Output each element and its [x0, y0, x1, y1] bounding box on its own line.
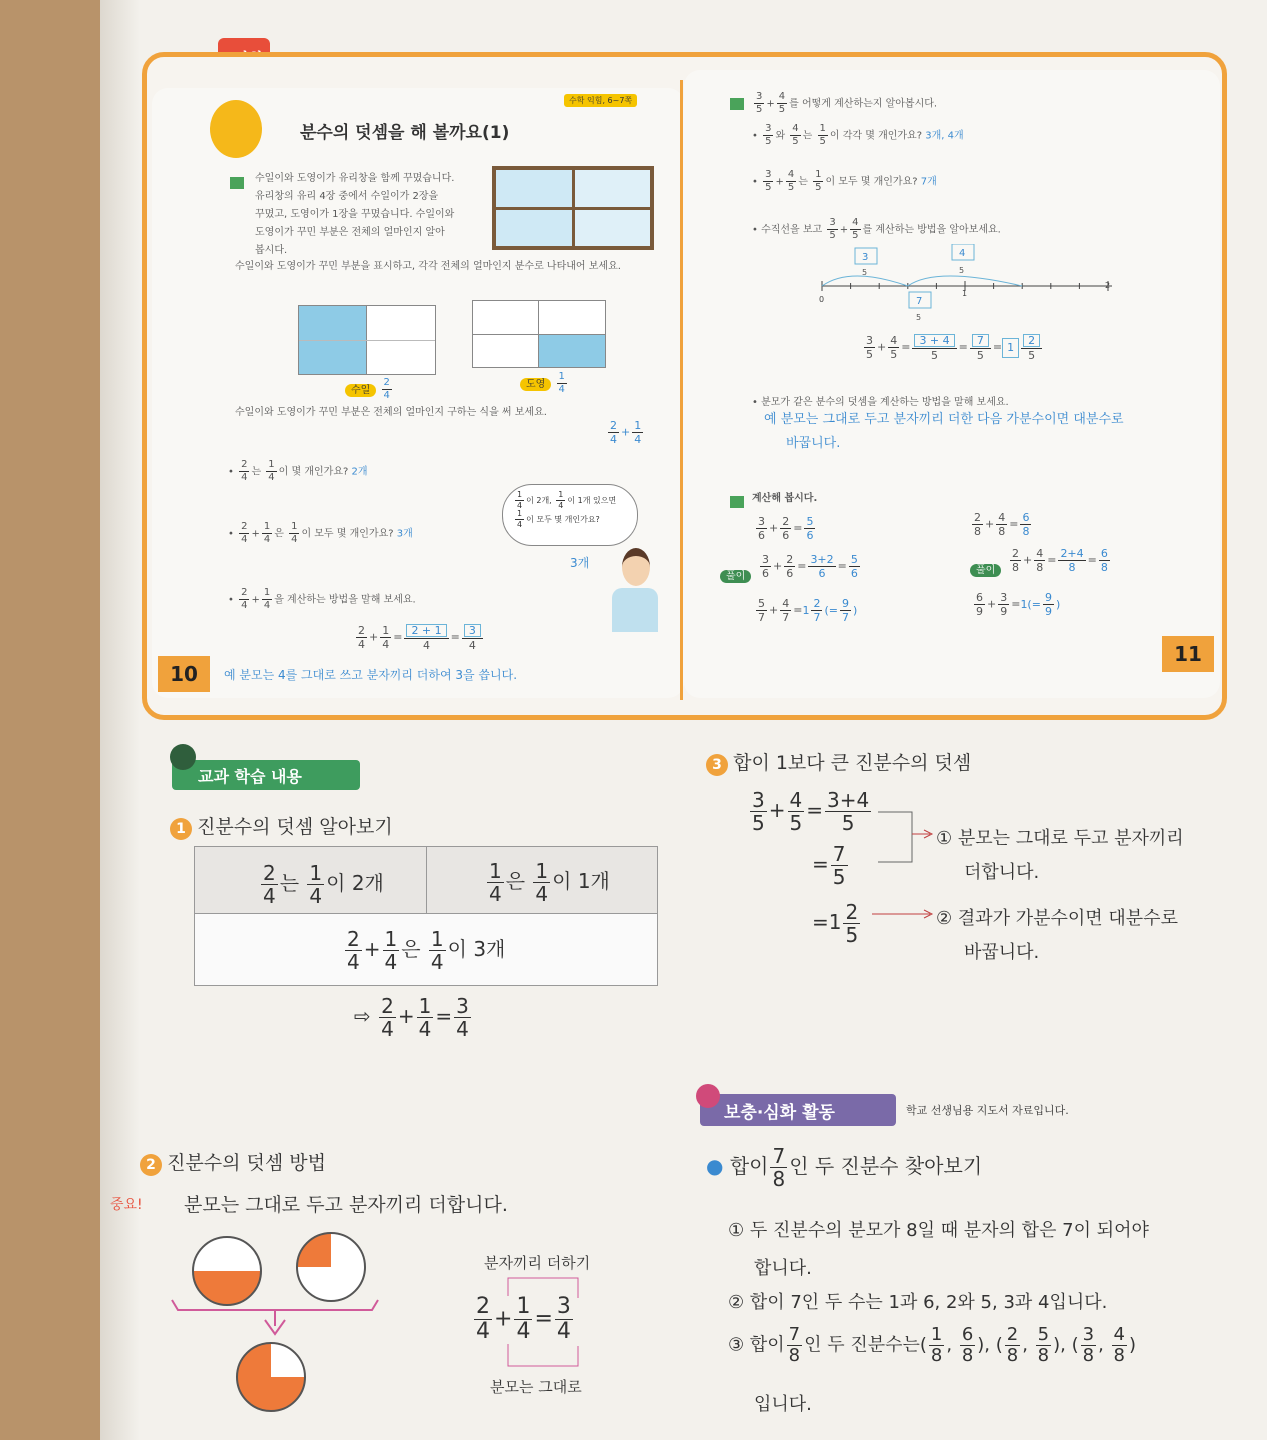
calc-2: $\frac{5}{7}$ + $\frac{4}{7}$ =1 $\frac{2}{7}$ (= $\frac{9}{7}$ ) [758, 597, 858, 624]
question-5: • $\frac{2}{4}$ + $\frac{1}{4}$ 을 계산하는 방법을 말해 보세요. [228, 587, 416, 611]
answer-2: $\frac{2}{4}$ + $\frac{1}{4}$ [610, 419, 642, 446]
window-photo [492, 166, 654, 250]
section-badge-study: 교과 학습 내용 [172, 760, 360, 790]
character-icon [696, 1084, 720, 1108]
combine-bracket [168, 1296, 382, 1340]
right-b3: • 수직선을 보고 $\frac{3}{5}$ + $\frac{4}{5}$ 를 계산하는 방법을 알아보세요. [752, 217, 1001, 241]
right-equation: $\frac{3}{5}$ + $\frac{4}{5}$ = $\frac{3 + 4}{5}$ = $\frac{7}{5}$ = 1 $\frac{2}{5}$ [862, 334, 1044, 361]
heading-1: 1 진분수의 덧셈 알아보기 [170, 812, 393, 840]
calc-3-solve: $\frac{2}{8}$ + $\frac{4}{8}$ = $\frac{2+4}{8}$ = $\frac{6}{8}$ [1012, 547, 1108, 574]
solve-badge-1: 풀이 [720, 564, 751, 583]
svg-text:5: 5 [862, 268, 868, 277]
solve-badge-2: 풀이 [970, 558, 1001, 577]
calc-1: $\frac{3}{6}$ + $\frac{2}{6}$ = $\frac{5}{6}$ [758, 515, 814, 542]
question-1: 수일이와 도영이가 꾸민 부분을 표시하고, 각각 전체의 얼마인지 분수로 나타내어 보세요. [235, 261, 621, 272]
activity-line-2: ② 합이 7인 두 수는 1과 6, 2와 5, 3과 4입니다. [728, 1292, 1108, 1313]
page-divider [680, 80, 683, 700]
step-1-text: ① 분모는 그대로 두고 분자끼리 더합니다. [936, 828, 1184, 883]
calc-3: $\frac{2}{8}$ + $\frac{4}{8}$ = $\frac{6}{8}$ [974, 511, 1030, 538]
method-equation: $\frac{2}{4}$ + $\frac{1}{4}$ = $\frac{2 + 1}{4}$ = $\frac{3}{4}$ [354, 624, 485, 651]
question-3: • $\frac{2}{4}$ 는 $\frac{1}{4}$ 이 몇 개인가요? 2개 [228, 459, 368, 483]
octopus-icon [170, 744, 196, 770]
table-cell-2: $\frac{1}{4}$ 은 $\frac{1}{4}$ 이 1개 [489, 859, 610, 906]
tick-1: 1 [962, 289, 968, 298]
keep-denominator-label: 분모는 그대로 [490, 1378, 582, 1396]
svg-text:5: 5 [916, 313, 922, 322]
label-suil: 수일 $\frac{2}{4}$ [345, 378, 394, 401]
activity-icon-2 [730, 98, 744, 110]
calc-icon [730, 496, 744, 508]
method-question: • 분모가 같은 분수의 덧셈을 계산하는 방법을 말해 보세요. [752, 397, 1009, 408]
question-4: • $\frac{2}{4}$ + $\frac{1}{4}$ 은 $\frac{1}{4}$ 이 모두 몇 개인가요? 3개 [228, 521, 413, 545]
textbook-ref: 수학 익힘, 6~7쪽 [564, 94, 637, 107]
step-arrows [868, 806, 938, 936]
important-mark: 중요! [110, 1197, 143, 1213]
diagram-arrows [478, 1272, 588, 1372]
activity-line-1: ① 두 진분수의 분모가 8일 때 분자의 합은 7이 되어야 합니다. [728, 1220, 1149, 1279]
tick-2: 2 [1105, 281, 1111, 290]
grid-suil[interactable] [298, 305, 436, 375]
activity-note: 학교 선생님용 지도서 자료입니다. [906, 1104, 1069, 1117]
right-question-1: $\frac{3}{5}$ + $\frac{4}{5}$ 를 어떻게 계산하는지 알아봅시다. [756, 91, 938, 115]
answer-line: 예 분모는 4를 그대로 쓰고 분자끼리 더하여 3을 씁니다. [224, 668, 518, 682]
svg-text:5: 5 [959, 266, 965, 275]
lesson-title: 분수의 덧셈을 해 볼까요(1) [300, 123, 510, 143]
teacher-icon [612, 548, 660, 628]
add-numerators-label: 분자끼리 더하기 [484, 1254, 591, 1272]
heading-3: 3 합이 1보다 큰 진분수의 덧셈 [706, 748, 971, 776]
activity-title: ● 합이 $\frac{7}{8}$ 인 두 진분수 찾아보기 [706, 1144, 983, 1191]
step-2-text: ② 결과가 가분수이면 대분수로 바꿉니다. [936, 908, 1178, 963]
activity-line-3: ③ 합이 $\frac{7}{8}$ 인 두 진분수는( $\frac{1}{8}$ , $\frac{6}{8}$ ), ( $\frac{2}{8}$ , $\frac{5}{8}$ ), ( $\frac{3}{8}$ , $\frac{4}{8}$ ) [728, 1324, 1137, 1366]
add-diagram: $\frac{2}{4}$ + $\frac{1}{4}$ = $\frac{3}{4}$ [476, 1294, 571, 1344]
svg-text:3: 3 [862, 252, 869, 263]
calc-1-solve: $\frac{3}{6}$ + $\frac{2}{6}$ = $\frac{3+2}{6}$ = $\frac{5}{6}$ [762, 553, 858, 580]
calc-4: $\frac{6}{9}$ + $\frac{3}{9}$ =1(= $\frac{9}{9}$ ) [976, 591, 1061, 618]
label-doyoung: 도영 $\frac{1}{4}$ [520, 372, 569, 395]
table-cell-3: $\frac{2}{4}$ + $\frac{1}{4}$ 은 $\frac{1}{4}$ 이 3개 [347, 927, 506, 974]
summary-result: ⇨ $\frac{2}{4}$ + $\frac{1}{4}$ = $\frac{3}{4}$ [354, 994, 469, 1041]
heading-2: 2 진분수의 덧셈 방법 [140, 1148, 326, 1176]
speech-bubble: $\frac{1}{4}$ 이 2개, $\frac{1}{4}$ 이 1개 있으면 $\frac{1}{4}$ 이 모두 몇 개인가요? [502, 484, 638, 546]
story-text: 수일이와 도영이가 유리창을 함께 꾸몄습니다. 유리창의 유리 4장 중에서 수일이가 2장을 꾸몄고, 도영이가 1장을 꾸몄습니다. 수일이와 도영이가 꾸민 부분은 전체의 얼마인지 알아 봅시다. [255, 173, 455, 256]
page-number-left: 10 [158, 656, 210, 692]
pie-1-4 [296, 1232, 366, 1302]
big-sum-step-1: $\frac{3}{5}$ + $\frac{4}{5}$ = $\frac{3+4}{5}$ [752, 788, 870, 835]
big-sum-step-2: = $\frac{7}{5}$ [812, 842, 846, 889]
svg-text:4: 4 [959, 248, 966, 259]
grid-doyoung[interactable] [472, 300, 606, 368]
pie-3-4 [236, 1342, 306, 1412]
bubble-answer: 3개 [570, 556, 590, 570]
svg-text:7: 7 [916, 296, 923, 307]
question-2: 수일이와 도영이가 꾸민 부분은 전체의 얼마인지 구하는 식을 써 보세요. [235, 407, 547, 418]
number-line [812, 244, 1122, 324]
method-answer: 예 분모는 그대로 두고 분자끼리 더한 다음 가분수이면 대분수로 바꿉니다. [764, 412, 1124, 451]
page-number-right: 11 [1162, 636, 1214, 672]
activity-line-3-end: 입니다. [754, 1394, 812, 1415]
calc-title: 계산해 봅시다. [752, 493, 818, 504]
rule-text: 분모는 그대로 두고 분자끼리 더합니다. [184, 1194, 508, 1216]
mascot-icon [210, 100, 262, 158]
activity-badge: 보충·심화 활동 [700, 1094, 896, 1126]
page-shadow [100, 0, 140, 1440]
right-b1: • $\frac{3}{5}$ 와 $\frac{4}{5}$ 는 $\frac{1}{5}$ 이 각각 몇 개인가요? 3개, 4개 [752, 123, 964, 147]
table-cell-1: $\frac{2}{4}$ 는 $\frac{1}{4}$ 이 2개 [263, 861, 384, 908]
activity-icon [230, 177, 244, 189]
right-b2: • $\frac{3}{5}$ + $\frac{4}{5}$ 는 $\frac{1}{5}$ 이 모두 몇 개인가요? 7개 [752, 169, 937, 193]
tick-0: 0 [819, 295, 825, 304]
summary-table [194, 846, 658, 986]
big-sum-step-3: =1 $\frac{2}{5}$ [812, 900, 859, 947]
